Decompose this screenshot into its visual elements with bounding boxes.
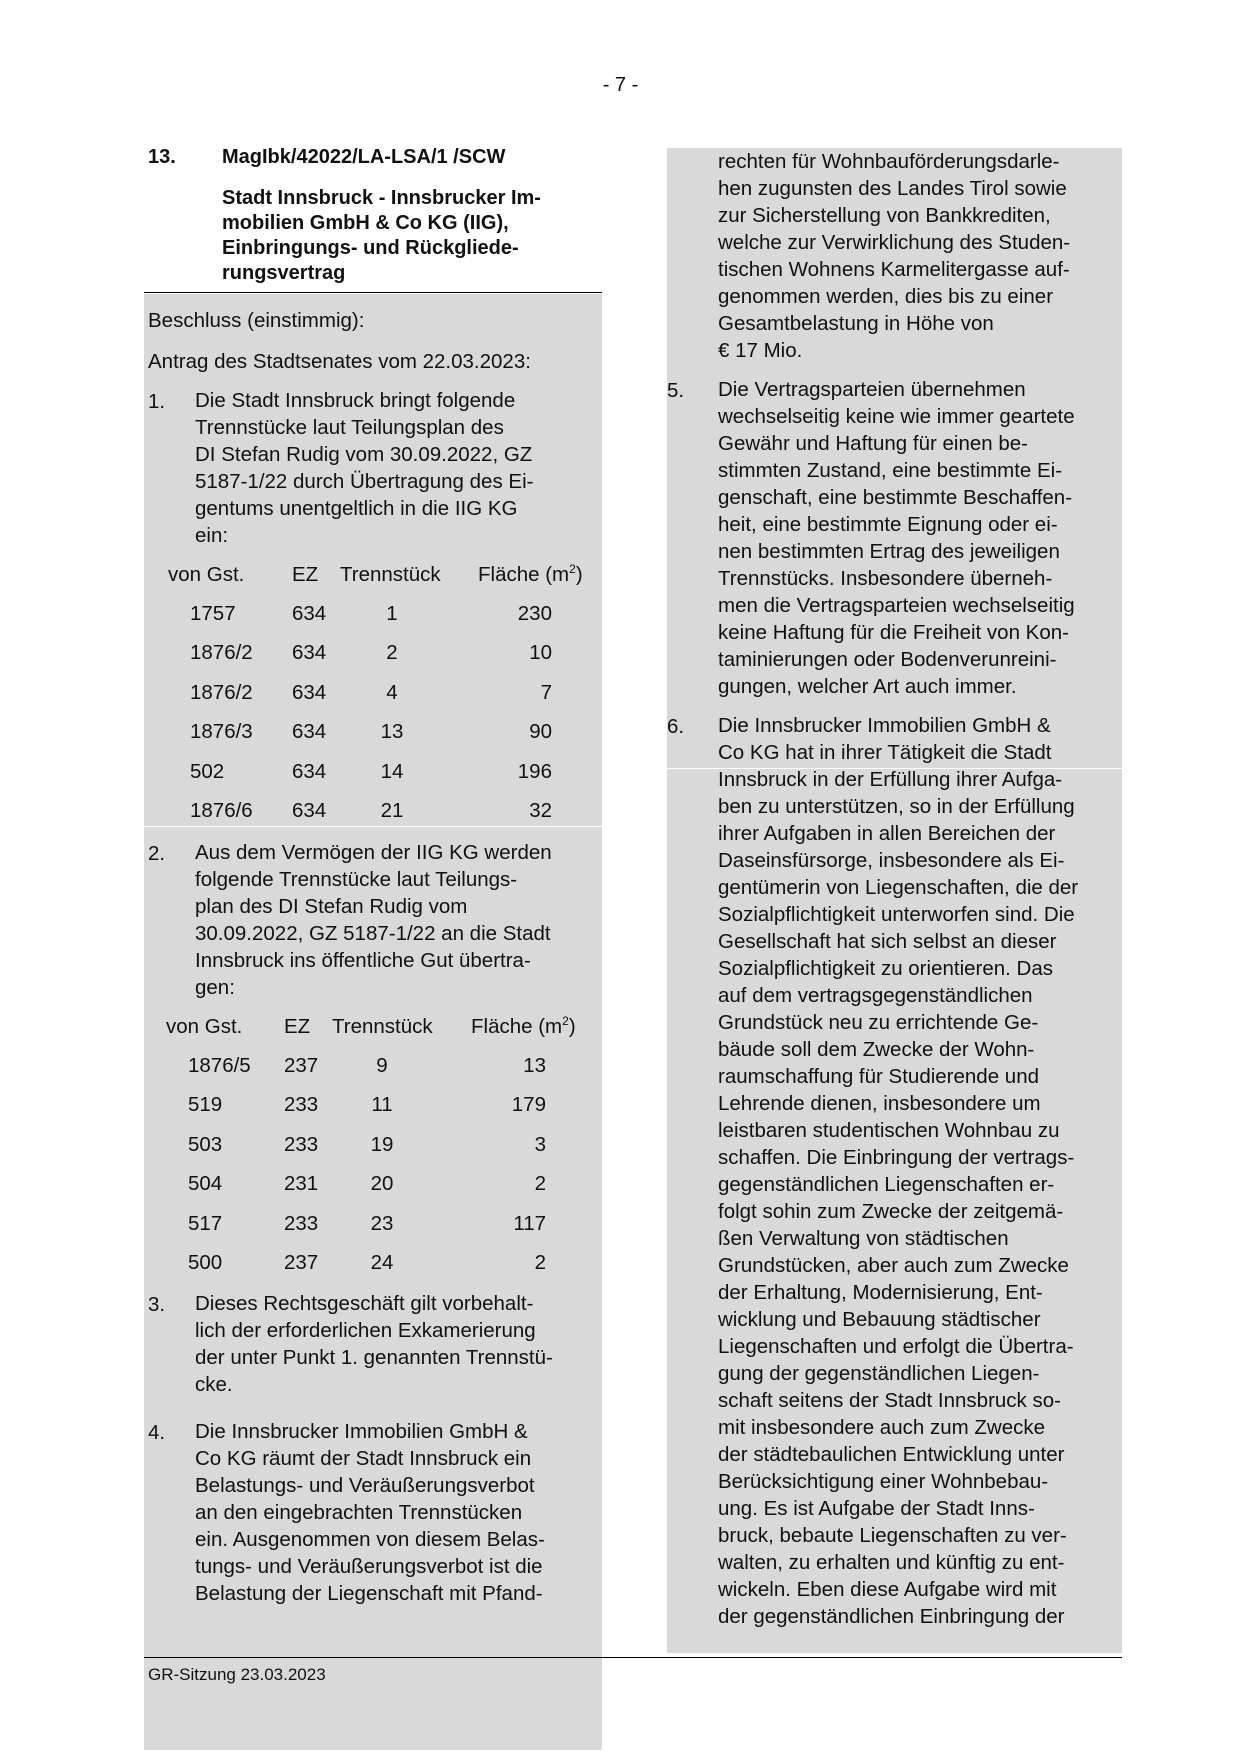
text-line: genommen werden, dies bis zu einer	[718, 285, 1054, 308]
text-line: gentums unentgeltlich in die IIG KG	[195, 497, 518, 520]
text-line: tungs- und Veräußerungsverbot ist die	[195, 1555, 543, 1578]
cell-plot: 1757	[190, 602, 236, 625]
col-header-parcel: Trennstück	[340, 563, 441, 586]
text-line: wechselseitig keine wie immer geartete	[718, 405, 1075, 428]
table-row	[144, 799, 602, 826]
table-row	[144, 1093, 602, 1120]
cell-area: 3	[534, 1132, 546, 1156]
table-row	[144, 681, 602, 708]
text-line: Die Innsbrucker Immobilien GmbH &	[718, 714, 1051, 737]
cell-plot: 500	[188, 1251, 223, 1274]
text-line: taminierungen oder Bodenverunreini-	[718, 648, 1057, 671]
superscript: 2	[562, 1014, 569, 1029]
cell-ez: 634	[292, 720, 327, 744]
agenda-item-number: 13.	[148, 146, 176, 168]
col-header-area	[471, 1015, 576, 1039]
text-line: schaft seitens der Stadt Innsbruck so-	[718, 1389, 1061, 1412]
list-item-number: 4.	[148, 1421, 166, 1444]
text-line: Grundstück neu zu errichtende Ge-	[718, 1011, 1039, 1034]
cell-parcel: 1	[386, 602, 398, 625]
agenda-item-code: MagIbk/42022/LA-LSA/1 /SCW	[222, 146, 506, 168]
cell-parcel: 14	[380, 759, 404, 783]
text-line: Innsbruck in der Erfüllung ihrer Aufga-	[718, 768, 1063, 791]
table-row	[144, 1172, 602, 1199]
text-line: hen zugunsten des Landes Tirol sowie	[718, 177, 1067, 200]
cell-plot: 1876/2	[190, 641, 253, 665]
text-line: men die Vertragsparteien wechselseitig	[718, 594, 1075, 617]
text-line: bäude soll dem Zwecke der Wohn-	[718, 1038, 1035, 1061]
text-line: Die Stadt Innsbruck bringt folgende	[195, 389, 516, 412]
list-item-text	[195, 1418, 545, 1607]
cell-area: 10	[529, 641, 552, 665]
cell-parcel: 20	[370, 1172, 394, 1196]
cell-ez: 634	[292, 641, 327, 665]
text-line: Belastung der Liegenschaft mit Pfand-	[195, 1582, 543, 1605]
motion-text: Antrag des Stadtsenates vom 22.03.2023:	[148, 350, 531, 373]
text-line: welche zur Verwirklichung des Studen-	[718, 231, 1071, 254]
text-line: heit, eine bestimmte Eignung oder ei-	[718, 513, 1058, 536]
list-item-number: 1.	[148, 390, 166, 413]
text-line: folgende Trennstücke laut Teilungs-	[195, 868, 518, 891]
text-line: ben zu unterstützen, so in der Erfüllung	[718, 795, 1075, 818]
text-line: genschaft, eine bestimmte Beschaffen-	[718, 486, 1073, 509]
text-line: der städtebaulichen Entwicklung unter	[718, 1443, 1065, 1466]
text-line: Sozialpflichtigkeit zu orientieren. Das	[718, 957, 1053, 980]
table-row	[144, 1212, 602, 1239]
text-line: Sozialpflichtigkeit unterworfen sind. Die	[718, 903, 1075, 926]
cell-area: 32	[529, 799, 552, 822]
text-line: gungen, welcher Art auch immer.	[718, 675, 1017, 698]
cell-parcel: 21	[380, 799, 404, 822]
text-line: 5187-1/22 durch Übertragung des Ei-	[195, 470, 534, 493]
text-line: mit insbesondere auch zum Zwecke	[718, 1416, 1046, 1439]
cell-parcel: 9	[376, 1054, 388, 1077]
cell-ez: 634	[292, 602, 327, 625]
col-header-plot: von Gst.	[166, 1015, 243, 1038]
text-line: Gewähr und Haftung für einen be-	[718, 432, 1028, 455]
cell-area: 179	[511, 1093, 546, 1117]
col-header-plot: von Gst.	[168, 563, 245, 586]
text-line: schaffen. Die Einbringung der vertrags-	[718, 1146, 1075, 1169]
text-line: gegenständlichen Liegenschaften er-	[718, 1173, 1055, 1196]
cell-area: 2	[534, 1251, 546, 1274]
table-row	[144, 1251, 602, 1278]
title-line: mobilien GmbH & Co KG (IIG),	[222, 212, 509, 234]
cell-area: 117	[513, 1211, 546, 1235]
cell-plot: 517	[188, 1211, 223, 1235]
text-line: an den eingebrachten Trennstücken	[195, 1501, 523, 1524]
text-line: lich der erforderlichen Exkamerierung	[195, 1319, 536, 1342]
cell-parcel: 2	[386, 641, 398, 665]
text-line: gentümerin von Liegenschaften, die der	[718, 876, 1079, 899]
cell-area: 7	[540, 680, 552, 704]
text-line: Daseinsfürsorge, insbesondere als Ei-	[718, 849, 1065, 872]
cell-plot: 1876/5	[188, 1054, 251, 1077]
cell-area: 90	[529, 720, 552, 744]
text-line: Co KG räumt der Stadt Innsbruck ein	[195, 1447, 532, 1470]
text-line: rechten für Wohnbauförderungsdarle-	[718, 150, 1060, 173]
list-item-text	[195, 839, 552, 1001]
text-line: Die Innsbrucker Immobilien GmbH &	[195, 1420, 528, 1443]
text-line: keine Haftung für die Freiheit von Kon-	[718, 621, 1069, 644]
col-header-parcel: Trennstück	[332, 1015, 433, 1038]
text-line: Trennstücks. Insbesondere überneh-	[718, 567, 1053, 590]
col-header-area-label: Fläche (m	[471, 1015, 563, 1038]
text-line: Die Vertragsparteien übernehmen	[718, 378, 1026, 401]
col-header-area-label: Fläche (m	[478, 563, 570, 586]
list-item-text	[195, 387, 533, 549]
text-line: Liegenschaften und erfolgt die Übertra-	[718, 1335, 1074, 1358]
cell-plot: 1876/3	[190, 720, 253, 744]
cell-parcel: 4	[386, 680, 398, 704]
list-item-text-continued	[718, 148, 1070, 364]
text-line: € 17 Mio.	[718, 339, 803, 362]
text-line: plan des DI Stefan Rudig vom	[195, 895, 468, 918]
col-header-area-close: )	[568, 1015, 576, 1038]
text-line: Grundstücken, aber auch zum Zwecke	[718, 1254, 1069, 1277]
list-item-number: 6.	[667, 715, 685, 738]
text-line: Aus dem Vermögen der IIG KG werden	[195, 841, 552, 864]
list-item-number: 5.	[667, 379, 685, 402]
cell-ez: 233	[284, 1093, 319, 1117]
text-line: gen:	[195, 976, 235, 999]
text-line: der gegenständlichen Einbringung der	[718, 1605, 1065, 1628]
cell-ez: 634	[292, 680, 327, 704]
table-row	[144, 602, 602, 629]
title-line: rungsvertrag	[222, 262, 346, 284]
list-item-text	[195, 1290, 553, 1398]
cell-ez: 231	[284, 1172, 319, 1196]
cell-ez: 237	[284, 1251, 319, 1274]
cell-area: 230	[517, 602, 552, 625]
footer-rule	[144, 1657, 1122, 1658]
text-line: der Erhaltung, Modernisierung, Ent-	[718, 1281, 1043, 1304]
cell-plot: 1876/2	[190, 680, 253, 704]
list-item-text	[718, 376, 1075, 700]
decision-text: Beschluss (einstimmig):	[148, 309, 365, 332]
text-line: auf dem vertragsgegenständlichen	[718, 984, 1033, 1007]
list-item-text	[718, 712, 1078, 1630]
text-line: zur Sicherstellung von Bankkrediten,	[718, 204, 1051, 227]
table-header	[144, 563, 602, 590]
cell-area: 13	[523, 1054, 546, 1077]
text-line: wicklung und Bebauung städtischer	[718, 1308, 1041, 1331]
col-header-area	[478, 563, 583, 587]
text-line: ein:	[195, 524, 229, 547]
list-item-number: 2.	[148, 842, 166, 865]
text-line: cke.	[195, 1373, 233, 1396]
cell-area: 196	[517, 759, 552, 783]
agenda-item-title	[222, 186, 592, 286]
col-header-area-close: )	[575, 563, 583, 586]
cell-plot: 1876/6	[190, 799, 253, 822]
text-line: bruck, bebaute Liegenschaften zu ver-	[718, 1524, 1067, 1547]
cell-plot: 519	[188, 1093, 223, 1117]
text-line: folgt sohin zum Zwecke der zeitgemä-	[718, 1200, 1064, 1223]
text-line: wickeln. Eben diese Aufgabe wird mit	[718, 1578, 1057, 1601]
cell-parcel: 11	[371, 1093, 393, 1117]
text-line: gung der gegenständlichen Liegen-	[718, 1362, 1040, 1385]
table-row	[144, 641, 602, 668]
text-line: Innsbruck ins öffentliche Gut übertra-	[195, 949, 531, 972]
cell-plot: 502	[190, 759, 225, 783]
table-row	[144, 1133, 602, 1160]
heading-rule	[144, 292, 602, 293]
title-line: Stadt Innsbruck - Innsbrucker Im-	[222, 187, 541, 209]
text-line: der unter Punkt 1. genannten Trennstü-	[195, 1346, 553, 1369]
cell-plot: 503	[188, 1132, 223, 1156]
text-line: raumschaffung für Studierende und	[718, 1065, 1040, 1088]
text-line: 30.09.2022, GZ 5187-1/22 an die Stadt	[195, 922, 551, 945]
cell-parcel: 23	[370, 1211, 394, 1235]
cell-ez: 634	[292, 759, 327, 783]
cell-area: 2	[534, 1172, 546, 1196]
page-number: - 7 -	[602, 74, 639, 96]
superscript: 2	[569, 562, 576, 577]
text-line: tischen Wohnens Karmelitergasse auf-	[718, 258, 1070, 281]
text-line: leistbaren studentischen Wohnbau zu	[718, 1119, 1060, 1142]
cell-ez: 634	[292, 799, 327, 822]
table-row	[144, 720, 602, 747]
table-row	[144, 760, 602, 787]
table-row	[144, 1054, 602, 1081]
list-item-number: 3.	[148, 1293, 166, 1316]
text-line: DI Stefan Rudig vom 30.09.2022, GZ	[195, 443, 533, 466]
cell-parcel: 24	[370, 1251, 394, 1274]
text-line: ein. Ausgenommen von diesem Belas-	[195, 1528, 545, 1551]
cell-ez: 233	[284, 1211, 319, 1235]
text-line: nen bestimmten Ertrag des jeweiligen	[718, 540, 1060, 563]
text-line: Co KG hat in ihrer Tätigkeit die Stadt	[718, 741, 1052, 764]
text-line: Belastungs- und Veräußerungsverbot	[195, 1474, 535, 1497]
text-line: Gesamtbelastung in Höhe von	[718, 312, 994, 335]
cell-parcel: 19	[370, 1132, 394, 1156]
title-line: Einbringungs- und Rückgliede-	[222, 237, 519, 259]
cell-ez: 233	[284, 1132, 319, 1156]
footer-text: GR-Sitzung 23.03.2023	[148, 1665, 326, 1684]
text-line: ßen Verwaltung von städtischen	[718, 1227, 1009, 1250]
col-header-ez: EZ	[284, 1015, 311, 1038]
text-line: walten, zu erhalten und künftig zu ent-	[718, 1551, 1065, 1574]
text-line: Lehrende dienen, insbesondere um	[718, 1092, 1041, 1115]
cell-parcel: 13	[380, 720, 404, 744]
text-line: stimmten Zustand, eine bestimmte Ei-	[718, 459, 1063, 482]
cell-plot: 504	[188, 1172, 223, 1196]
text-line: ihrer Aufgaben in allen Bereichen der	[718, 822, 1056, 845]
text-line: Dieses Rechtsgeschäft gilt vorbehalt-	[195, 1292, 534, 1315]
table-header	[144, 1015, 602, 1042]
cell-ez: 237	[284, 1054, 319, 1077]
text-line: ung. Es ist Aufgabe der Stadt Inns-	[718, 1497, 1035, 1520]
text-line: Trennstücke laut Teilungsplan des	[195, 416, 504, 439]
col-header-ez: EZ	[292, 563, 319, 586]
text-line: Gesellschaft hat sich selbst an dieser	[718, 930, 1057, 953]
text-line: Berücksichtigung einer Wohnbebau-	[718, 1470, 1049, 1493]
